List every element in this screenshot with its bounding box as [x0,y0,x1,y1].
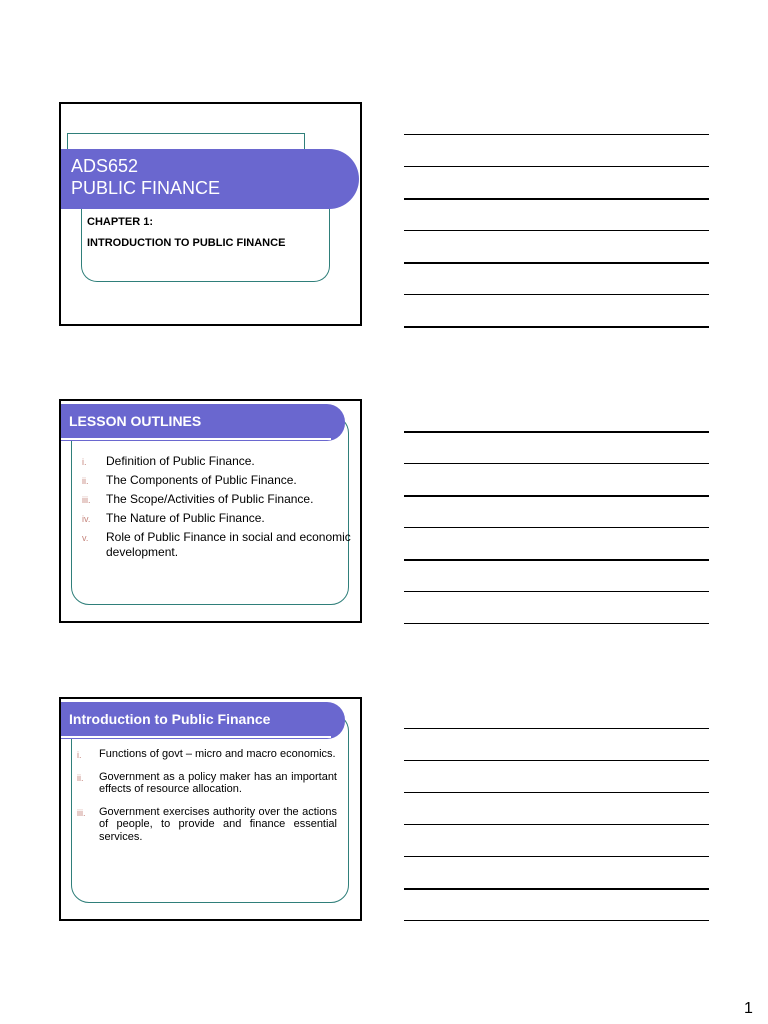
list-item [82,530,352,559]
note-line [404,623,709,624]
slide-heading: Introduction to Public Finance [69,711,271,727]
note-line [404,134,709,135]
list-numeral: iii. [77,807,86,818]
list-numeral: iii. [82,495,91,505]
list-text: Functions of govt – micro and macro economics. [99,748,336,760]
list-item [77,806,337,844]
list-text: The Scope/Activities of Public Finance. [106,492,314,506]
list-text: Role of Public Finance in social and economic development. [106,530,351,559]
slide-title [71,155,220,199]
list-numeral: i. [77,750,82,760]
list-numeral: iv. [82,514,91,524]
slide-3 [59,697,362,921]
list-item [82,511,352,526]
chapter-label: CHAPTER 1: [87,216,154,228]
page-number: 1 [744,1000,753,1017]
note-line [404,230,709,231]
heading-underline [61,736,331,738]
note-line [404,824,709,825]
intro-list [77,748,337,853]
list-numeral: ii. [82,476,89,486]
course-code: ADS652 [71,156,139,176]
note-line [404,591,709,592]
list-text: Definition of Public Finance. [106,454,255,468]
list-numeral: v. [82,533,89,543]
note-line [404,888,709,890]
list-numeral: i. [82,457,87,467]
list-text: Government exercises authority over the actions of people, to provide and finance essential services. [99,805,337,843]
note-line [404,166,709,167]
note-line [404,920,709,921]
note-line [404,262,709,264]
chapter-title: INTRODUCTION TO PUBLIC FINANCE [87,237,286,249]
heading-underline [61,438,331,440]
list-item [77,771,337,796]
note-line [404,792,709,793]
note-line [404,326,709,328]
slide-heading: LESSON OUTLINES [69,413,202,429]
lesson-outline-list [82,454,352,564]
list-numeral: ii. [77,772,84,783]
list-text: Government as a policy maker has an important effects of resource allocation. [99,770,337,795]
note-line [404,463,709,464]
list-item [82,473,352,488]
list-text: The Nature of Public Finance. [106,511,265,525]
note-line [404,527,709,528]
note-line [404,559,709,561]
note-line [404,294,709,295]
note-line [404,760,709,761]
course-name: PUBLIC FINANCE [71,178,221,198]
slide-1 [59,102,362,326]
list-item [82,492,352,507]
note-line [404,198,709,200]
list-item [82,454,352,469]
list-item [77,748,337,761]
note-line [404,495,709,497]
note-line [404,728,709,729]
list-text: The Components of Public Finance. [106,473,297,487]
note-line [404,431,709,433]
slide-2 [59,399,362,623]
note-line [404,856,709,857]
